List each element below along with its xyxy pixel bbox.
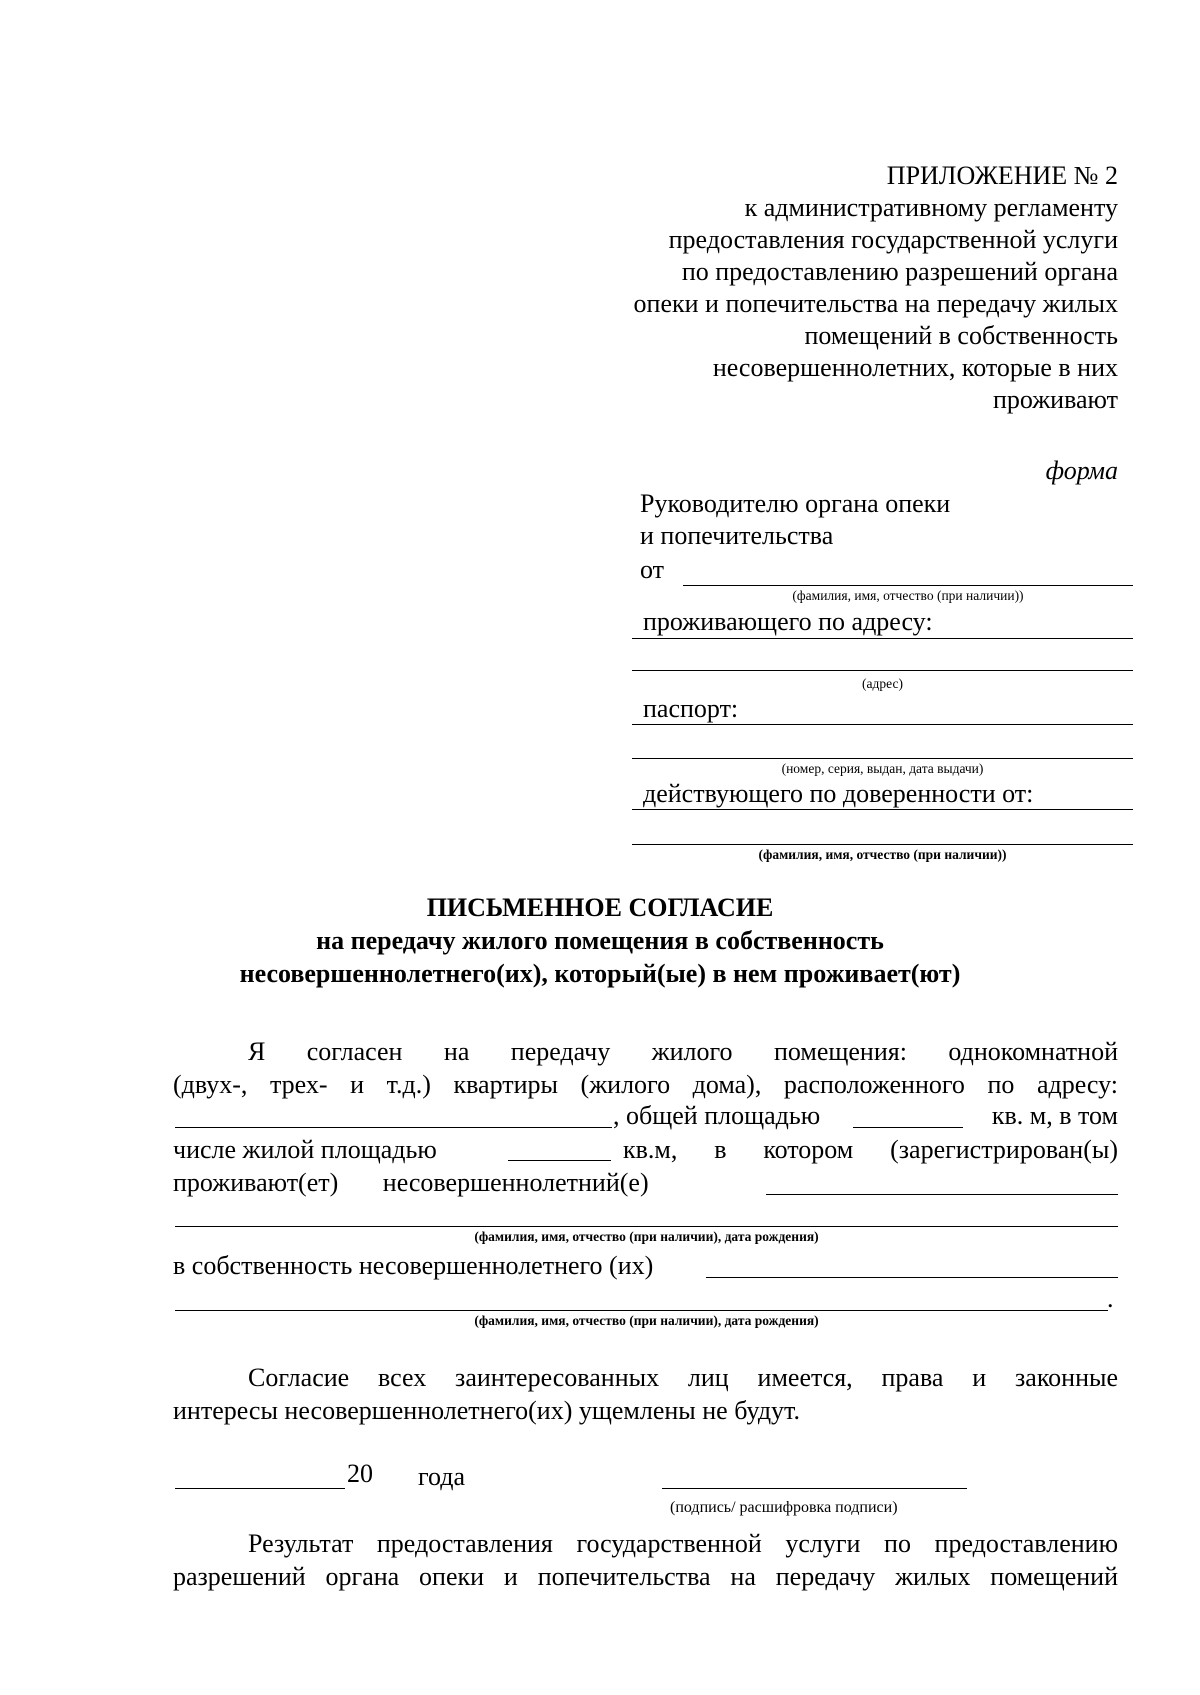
passport-field-line[interactable]: [632, 758, 1133, 759]
ownership-field-1[interactable]: [706, 1277, 1118, 1278]
date-field[interactable]: [175, 1488, 345, 1489]
title-line-3: несовершеннолетнего(их), который(ые) в нем проживает(ют): [239, 959, 961, 988]
year-suffix: года: [418, 1462, 466, 1491]
appendix-line-7: проживают: [992, 385, 1118, 414]
passport-hint: (номер, серия, выдан, дата выдачи): [781, 761, 984, 776]
minor-name-field-2[interactable]: [175, 1226, 1118, 1227]
ownership-hint: (фамилия, имя, отчество (при наличии), дата рождения): [474, 1313, 819, 1328]
p2-line-2: интересы несовершеннолетнего(их) ущемлены не будут.: [173, 1396, 800, 1425]
title-line-1: ПИСЬМЕННОЕ СОГЛАСИЕ: [426, 893, 774, 922]
addressee-line-1: Руководителю органа опеки: [640, 489, 951, 518]
signature-field[interactable]: [662, 1488, 967, 1489]
year-prefix: 20: [347, 1459, 373, 1488]
appendix-line-2: предоставления государственной услуги: [668, 225, 1118, 254]
proxy-field-line[interactable]: [632, 844, 1133, 845]
living-area-field[interactable]: [508, 1160, 611, 1161]
proxy-line-1[interactable]: [632, 809, 1133, 810]
signature-hint: (подпись/ расшифровка подписи): [670, 1499, 898, 1516]
p1-line-3-b: кв. м, в том: [991, 1101, 1118, 1130]
from-field-line[interactable]: [683, 585, 1133, 586]
total-area-field[interactable]: [853, 1127, 963, 1128]
property-address-field[interactable]: [175, 1127, 612, 1128]
appendix-line-5: помещений в собственность: [804, 321, 1118, 350]
appendix-number: ПРИЛОЖЕНИЕ № 2: [886, 161, 1118, 190]
p2-line-1: Согласие всех заинтересованных лиц имеется, права и законные: [248, 1363, 1118, 1392]
address-hint: (адрес): [862, 676, 903, 691]
ownership-period: .: [1107, 1284, 1114, 1313]
address-field-line[interactable]: [632, 670, 1133, 671]
p1-line-5: проживают(ет) несовершеннолетний(е): [173, 1168, 649, 1197]
passport-label: паспорт:: [643, 694, 739, 723]
appendix-line-3: по предоставлению разрешений органа: [681, 257, 1118, 286]
minor-hint: (фамилия, имя, отчество (при наличии), дата рождения): [474, 1229, 819, 1244]
appendix-line-1: к административному регламенту: [744, 193, 1118, 222]
p1-line-3-a: , общей площадью: [613, 1101, 821, 1130]
from-label: от: [640, 555, 665, 584]
from-hint: (фамилия, имя, отчество (при наличии)): [792, 588, 1024, 603]
residing-line-1[interactable]: [632, 638, 1133, 639]
residing-label: проживающего по адресу:: [643, 607, 933, 636]
ownership-label: в собственность несовершеннолетнего (их): [173, 1251, 654, 1280]
p1-line-2: (двух-, трех- и т.д.) квартиры (жилого дома), расположенного по адресу:: [173, 1070, 1118, 1099]
proxy-label: действующего по доверенности от:: [643, 779, 1034, 808]
title-line-2: на передачу жилого помещения в собственность: [316, 926, 884, 955]
p1-line-4-b: кв.м, в котором (зарегистрирован(ы): [623, 1135, 1118, 1164]
ownership-field-2[interactable]: [175, 1310, 1108, 1311]
minor-name-field-1[interactable]: [766, 1194, 1118, 1195]
passport-line-1[interactable]: [632, 724, 1133, 725]
form-label: форма: [1045, 456, 1118, 485]
p1-line-4-a: числе жилой площадью: [173, 1135, 437, 1164]
proxy-hint: (фамилия, имя, отчество (при наличии)): [758, 847, 1007, 862]
p1-line-1: Я согласен на передачу жилого помещения: однокомнатной: [248, 1037, 1118, 1066]
addressee-line-2: и попечительства: [640, 521, 834, 550]
appendix-line-4: опеки и попечительства на передачу жилых: [633, 289, 1118, 318]
appendix-line-6: несовершеннолетних, которые в них: [712, 353, 1118, 382]
p3-line-2: разрешений органа опеки и попечительства на передачу жилых помещений: [173, 1562, 1118, 1591]
p3-line-1: Результат предоставления государственной услуги по предоставлению: [248, 1529, 1118, 1558]
